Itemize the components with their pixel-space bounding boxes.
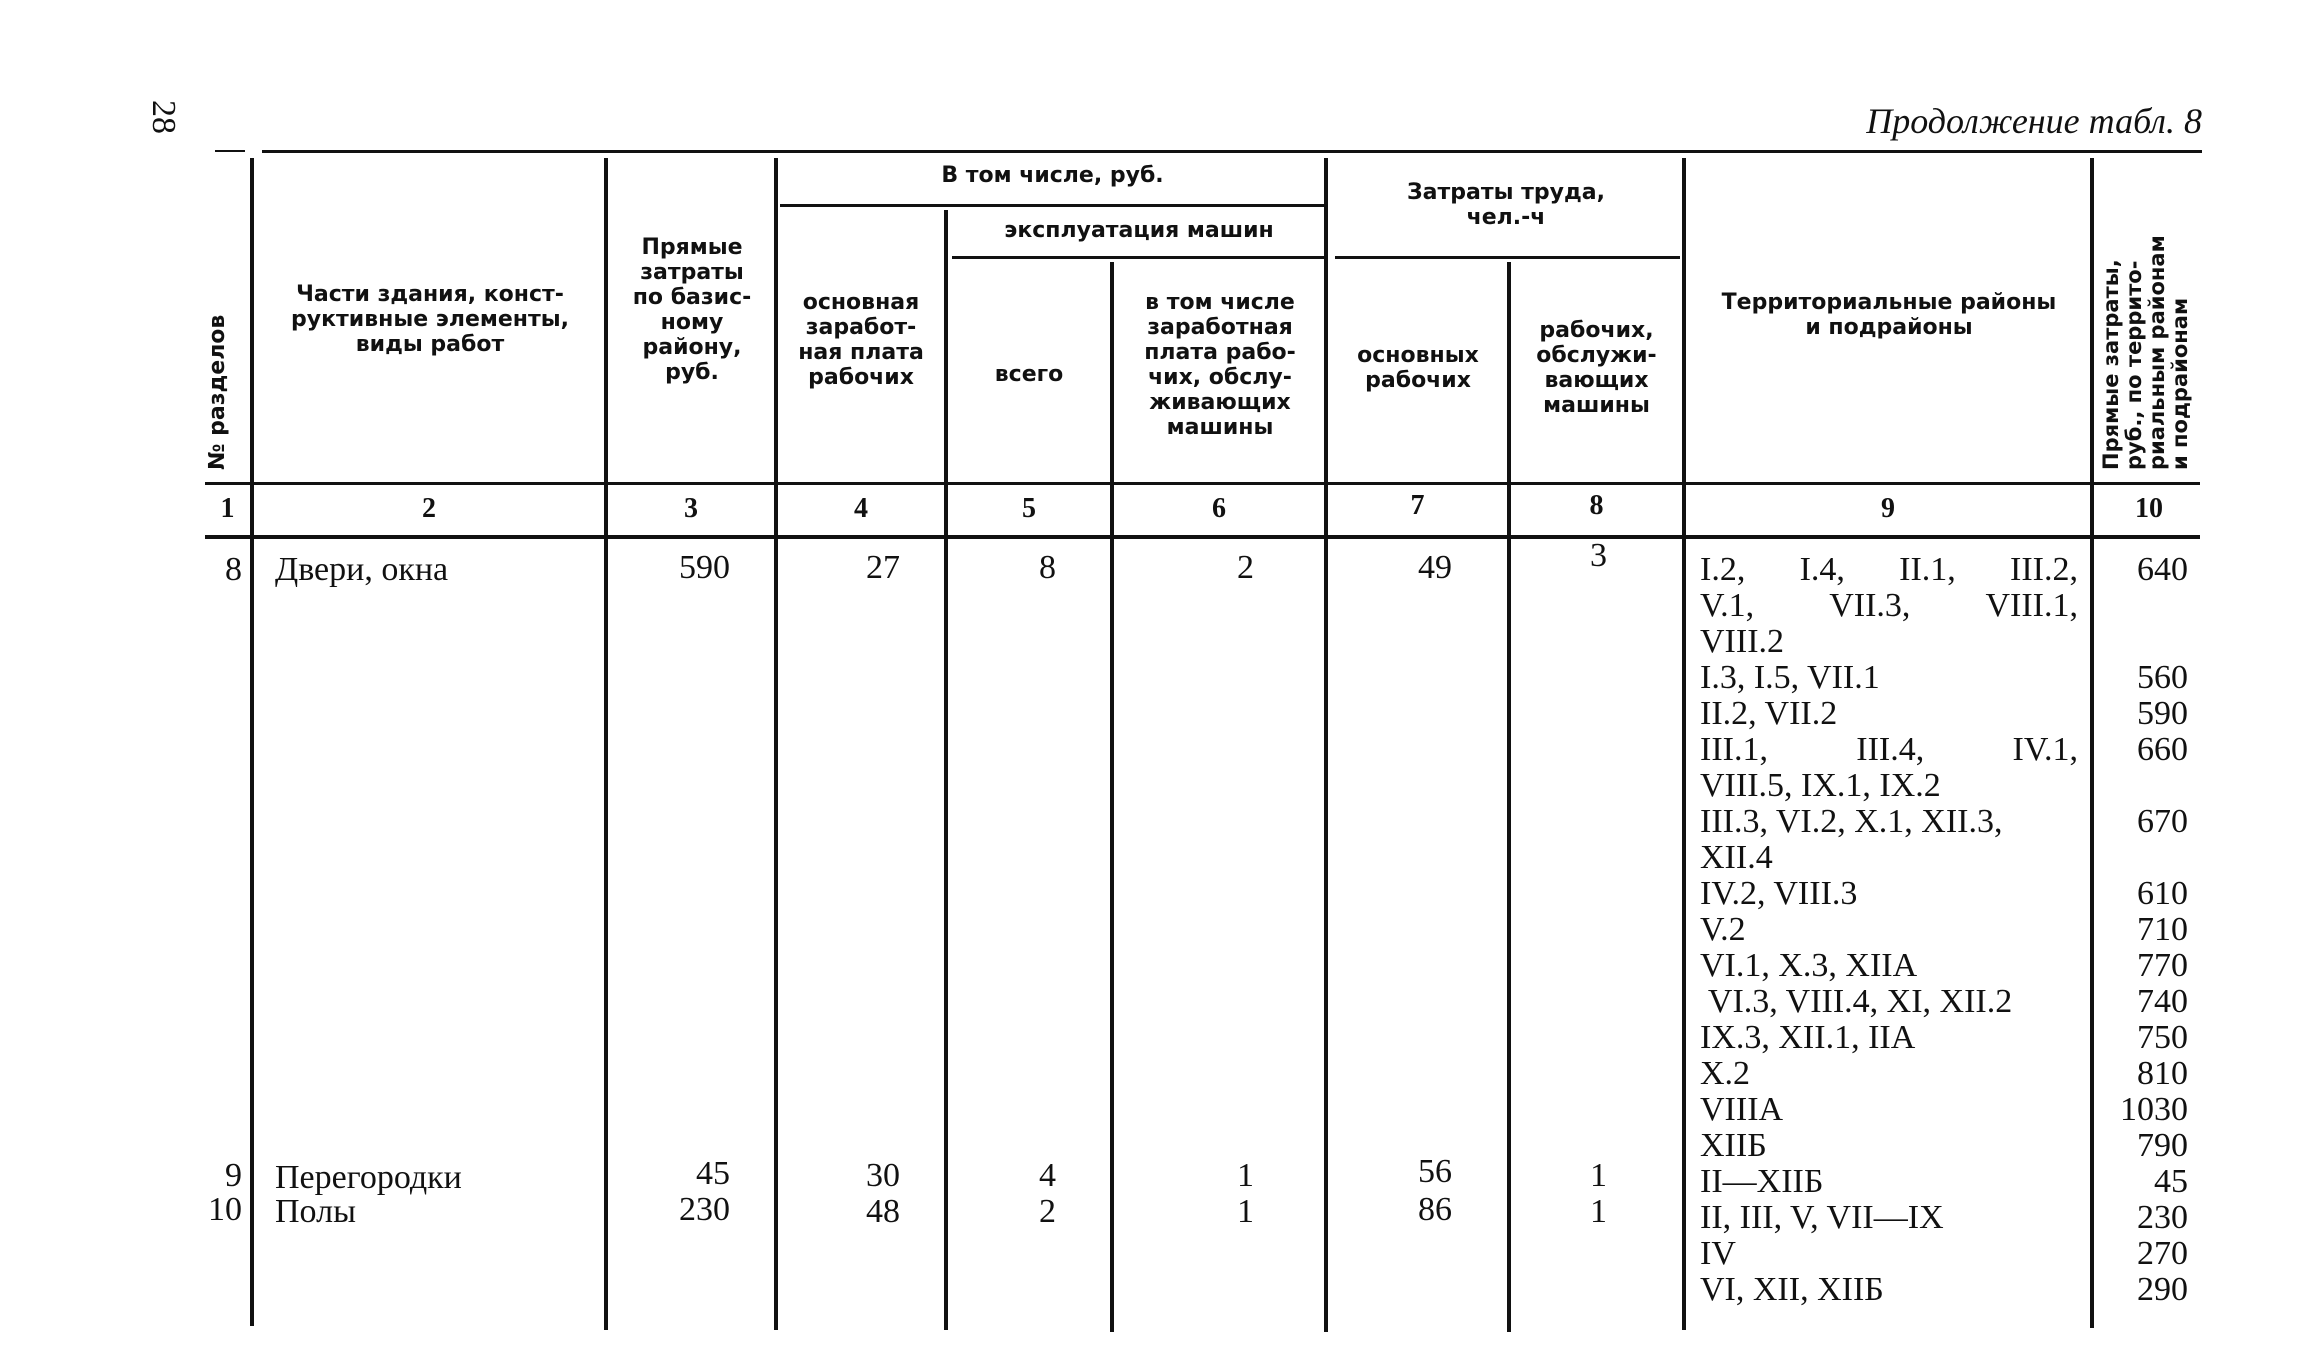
row-8-section: 8 [225, 551, 242, 588]
region-cost: 810 [2137, 1055, 2188, 1092]
region-entry: I.3, I.5, VII.1 560 [1700, 659, 2188, 696]
region-entry: I.2, I.4, II.1, III.2, V.1, VII.3, VIII.1, VIII.2 640 [1700, 551, 2188, 660]
row-9-section: 9 [225, 1157, 242, 1194]
region-cost: 640 [2137, 551, 2188, 588]
region-entry: VIIIA 1030 [1700, 1091, 2188, 1128]
row-10-labor-machine: 1 [1590, 1193, 1607, 1230]
header-regions: Территориальные районы и подрайоны [1721, 290, 2057, 340]
row-10-name: Полы [275, 1193, 356, 1230]
rule-group-machines [952, 256, 1327, 259]
region-cost: 290 [2137, 1271, 2188, 1308]
region-entry: VI.1, X.3, XIIA 770 [1700, 947, 2188, 984]
header-section-number: № разделов [205, 314, 230, 470]
column-number-rule [205, 535, 2200, 539]
region-cost: 45 [2154, 1163, 2188, 1200]
row-9-labor-machine: 1 [1590, 1157, 1607, 1194]
left-stub-rule [215, 150, 245, 152]
colnum-2: 2 [422, 493, 436, 524]
rule-group-labor [1335, 256, 1680, 259]
header-direct-cost: Прямые затраты по базис- ному району, руб. [632, 235, 752, 385]
row-9-base-wage: 30 [866, 1157, 900, 1194]
top-rule [262, 150, 2202, 153]
region-entry: VI.3, VIII.4, XI, XII.2 740 [1700, 983, 2188, 1020]
region-cost: 790 [2137, 1127, 2188, 1164]
table-caption: Продолжение табл. 8 [1866, 101, 2202, 141]
row-8-base-wage: 27 [866, 549, 900, 586]
colnum-1: 1 [220, 493, 235, 524]
region-cost: 590 [2137, 695, 2188, 732]
header-labor-machine: рабочих, обслужи- вающих машины [1536, 318, 1657, 418]
row-8-machines-wage: 2 [1237, 549, 1254, 586]
region-entry: III.3, VI.2, X.1, XII.3, XII.4 670 [1700, 803, 2188, 876]
colnum-8: 8 [1589, 490, 1604, 521]
region-cost: 1030 [2120, 1091, 2188, 1128]
region-entry: II.2, VII.2 590 [1700, 695, 2188, 732]
region-entry: IV 270 [1700, 1235, 2188, 1272]
region-cost: 770 [2137, 947, 2188, 984]
region-entry: II, III, V, VII—IX 230 [1700, 1199, 2188, 1236]
row-8-machines-total: 8 [1039, 549, 1056, 586]
region-cost: 740 [2137, 983, 2188, 1020]
region-entry: X.2 810 [1700, 1055, 2188, 1092]
row-10-labor-main: 86 [1418, 1191, 1452, 1228]
colnum-9: 9 [1881, 493, 1895, 524]
region-entry: VI, XII, XIIБ 290 [1700, 1271, 2188, 1308]
row-8-labor-main: 49 [1418, 549, 1452, 586]
colnum-7: 7 [1410, 490, 1425, 521]
region-entry: III.1, III.4, IV.1, VIII.5, IX.1, IX.2 660 [1700, 731, 2188, 804]
col-divider-8 [1682, 158, 1686, 1330]
row-9-labor-main: 56 [1418, 1153, 1452, 1190]
header-machines-wage: в том числе заработная плата рабо- чих, обслу- живающих машины [1144, 290, 1296, 440]
header-base-wage: основная заработ- ная плата рабочих [798, 290, 924, 390]
region-entry: IV.2, VIII.3 610 [1700, 875, 2188, 912]
header-bottom-rule [205, 482, 2200, 485]
region-entry: IX.3, XII.1, IIA 750 [1700, 1019, 2188, 1056]
row-10-base-wage: 48 [866, 1193, 900, 1230]
row-8-labor-machine: 3 [1590, 537, 1607, 574]
region-cost: 710 [2137, 911, 2188, 948]
header-regional-cost: Прямые затраты, руб., по террито- риальным районам и подрайонам [2099, 235, 2192, 470]
colnum-4: 4 [854, 493, 868, 524]
row-10-direct-cost: 230 [679, 1191, 730, 1228]
row-9-direct-cost: 45 [696, 1155, 730, 1192]
region-cost: 230 [2137, 1199, 2188, 1236]
row-8-regions [1700, 552, 2208, 1308]
region-cost: 660 [2137, 731, 2188, 768]
row-8-name: Двери, окна [275, 551, 449, 588]
rule-group-incl [780, 204, 1325, 207]
colnum-3: 3 [684, 493, 698, 524]
region-cost: 610 [2137, 875, 2188, 912]
header-group-labor: Затраты труда, чел.-ч [1407, 180, 1605, 230]
region-entry: V.2 710 [1700, 911, 2188, 948]
row-9-machines-total: 4 [1039, 1157, 1056, 1194]
colnum-6: 6 [1212, 493, 1226, 524]
region-entry: XIIБ 790 [1700, 1127, 2188, 1164]
row-10-machines-total: 2 [1039, 1193, 1056, 1230]
colnum-5: 5 [1022, 493, 1036, 524]
row-9-name: Перегородки [275, 1159, 462, 1196]
row-8-direct-cost: 590 [679, 549, 730, 586]
region-cost: 670 [2137, 803, 2188, 840]
colnum-10: 10 [2135, 493, 2163, 524]
region-cost: 270 [2137, 1235, 2188, 1272]
region-entry: II—XIIБ 45 [1700, 1163, 2188, 1200]
header-labor-main: основных рабочих [1357, 343, 1479, 393]
page-number: 28 [145, 100, 182, 134]
region-cost: 560 [2137, 659, 2188, 696]
header-group-including: В том числе, руб. [941, 163, 1164, 188]
row-10-section: 10 [208, 1191, 242, 1228]
col-divider-1 [250, 158, 254, 1326]
col-divider-2 [604, 158, 608, 1330]
row-10-machines-wage: 1 [1237, 1193, 1254, 1230]
header-building-parts: Части здания, конст- руктивные элементы, виды работ [291, 282, 569, 357]
header-group-machines: эксплуатация машин [1004, 218, 1274, 243]
region-cost: 750 [2137, 1019, 2188, 1056]
header-machines-total: всего [994, 362, 1064, 387]
row-9-machines-wage: 1 [1237, 1157, 1254, 1194]
